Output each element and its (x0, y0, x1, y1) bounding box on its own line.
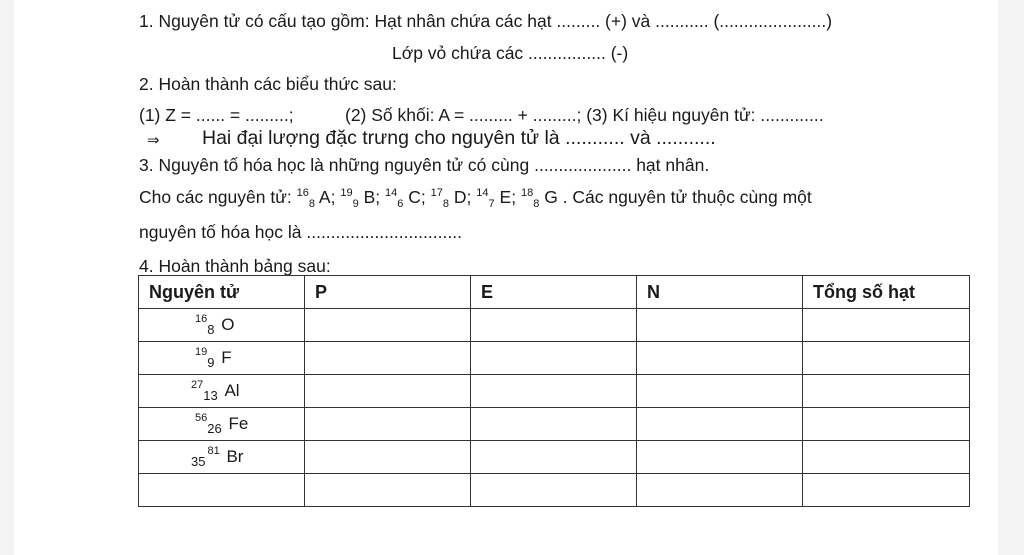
atom-cell: $^{56}_{26}$ Fe (139, 408, 305, 441)
atom-symbol: $^{14}_6$ C; (385, 187, 426, 210)
input-cell[interactable] (637, 342, 803, 375)
question-2-conclusion: Hai đại lượng đặc trưng cho nguyên tử là ........... và ........... (202, 127, 716, 149)
input-cell[interactable] (471, 441, 637, 474)
header-e: E (471, 276, 637, 309)
question-2-title: 2. Hoàn thành các biểu thức sau: (139, 74, 397, 94)
question-3-tail: . Các nguyên tử thuộc cùng một (562, 187, 812, 207)
table-header-row (139, 276, 970, 309)
question-1-line-2: Lớp vỏ chứa các ................ (-) (392, 43, 629, 63)
table-row (139, 309, 970, 342)
atoms-table (138, 275, 970, 507)
atom-symbol: $^{14}_7$ E; (476, 187, 517, 210)
header-tong-so-hat: Tổng số hạt (803, 276, 970, 309)
input-cell[interactable] (305, 342, 471, 375)
input-cell[interactable] (471, 342, 637, 375)
input-cell[interactable] (803, 474, 970, 507)
header-nguyen-tu: Nguyên tử (139, 276, 305, 309)
input-cell[interactable] (803, 309, 970, 342)
question-3-title: 3. Nguyên tố hóa học là những nguyên tử có cùng .................... hạt nhân. (139, 155, 710, 175)
input-cell[interactable] (637, 309, 803, 342)
input-cell[interactable] (637, 441, 803, 474)
table-row (139, 375, 970, 408)
table-row (139, 474, 970, 507)
header-p: P (305, 276, 471, 309)
input-cell[interactable] (637, 408, 803, 441)
question-2-part-1: (1) Z = ...... = .........; (139, 105, 294, 125)
atom-symbol: $^{16}_8$ A; (296, 187, 336, 210)
input-cell[interactable] (471, 408, 637, 441)
table-row (139, 342, 970, 375)
table-row (139, 408, 970, 441)
arrow-icon: ⇒ (147, 132, 160, 149)
input-cell[interactable] (803, 342, 970, 375)
input-cell[interactable] (471, 474, 637, 507)
atom-symbol: $^{18}_8$ G (520, 187, 558, 210)
input-cell[interactable] (471, 375, 637, 408)
input-cell[interactable] (803, 441, 970, 474)
atom-cell: $_{35}^{81}$ Br (139, 441, 305, 474)
worksheet-page (14, 0, 998, 555)
atom-symbol: $^{19}_9$ B; (340, 187, 381, 210)
question-4-title: 4. Hoàn thành bảng sau: (139, 256, 331, 276)
atom-symbol: $^{17}_8$ D; (430, 187, 472, 210)
atom-cell: $^{27}_{13}$ Al (139, 375, 305, 408)
question-2-part-2: (2) Số khối: A = ......... + .........; (3) Kí hiệu nguyên tử: ............. (345, 105, 824, 125)
question-3-atoms-line (139, 186, 812, 208)
atoms-list (296, 187, 563, 210)
input-cell[interactable] (305, 408, 471, 441)
question-3-line-3: nguyên tố hóa học là ................................ (139, 222, 462, 242)
input-cell[interactable] (637, 375, 803, 408)
input-cell[interactable] (305, 375, 471, 408)
input-cell[interactable] (305, 309, 471, 342)
input-cell[interactable] (803, 375, 970, 408)
input-cell[interactable] (305, 474, 471, 507)
atom-cell: $^{19}_9$ F (139, 342, 305, 375)
header-n: N (637, 276, 803, 309)
input-cell[interactable] (139, 474, 305, 507)
question-1-line-1: 1. Nguyên tử có cấu tạo gồm: Hạt nhân chứa các hạt ......... (+) và ........... (......................) (139, 11, 833, 31)
input-cell[interactable] (305, 441, 471, 474)
input-cell[interactable] (637, 474, 803, 507)
input-cell[interactable] (803, 408, 970, 441)
atom-cell: $^{16}_8$ O (139, 309, 305, 342)
table-row (139, 441, 970, 474)
question-3-intro: Cho các nguyên tử: (139, 187, 292, 207)
input-cell[interactable] (471, 309, 637, 342)
